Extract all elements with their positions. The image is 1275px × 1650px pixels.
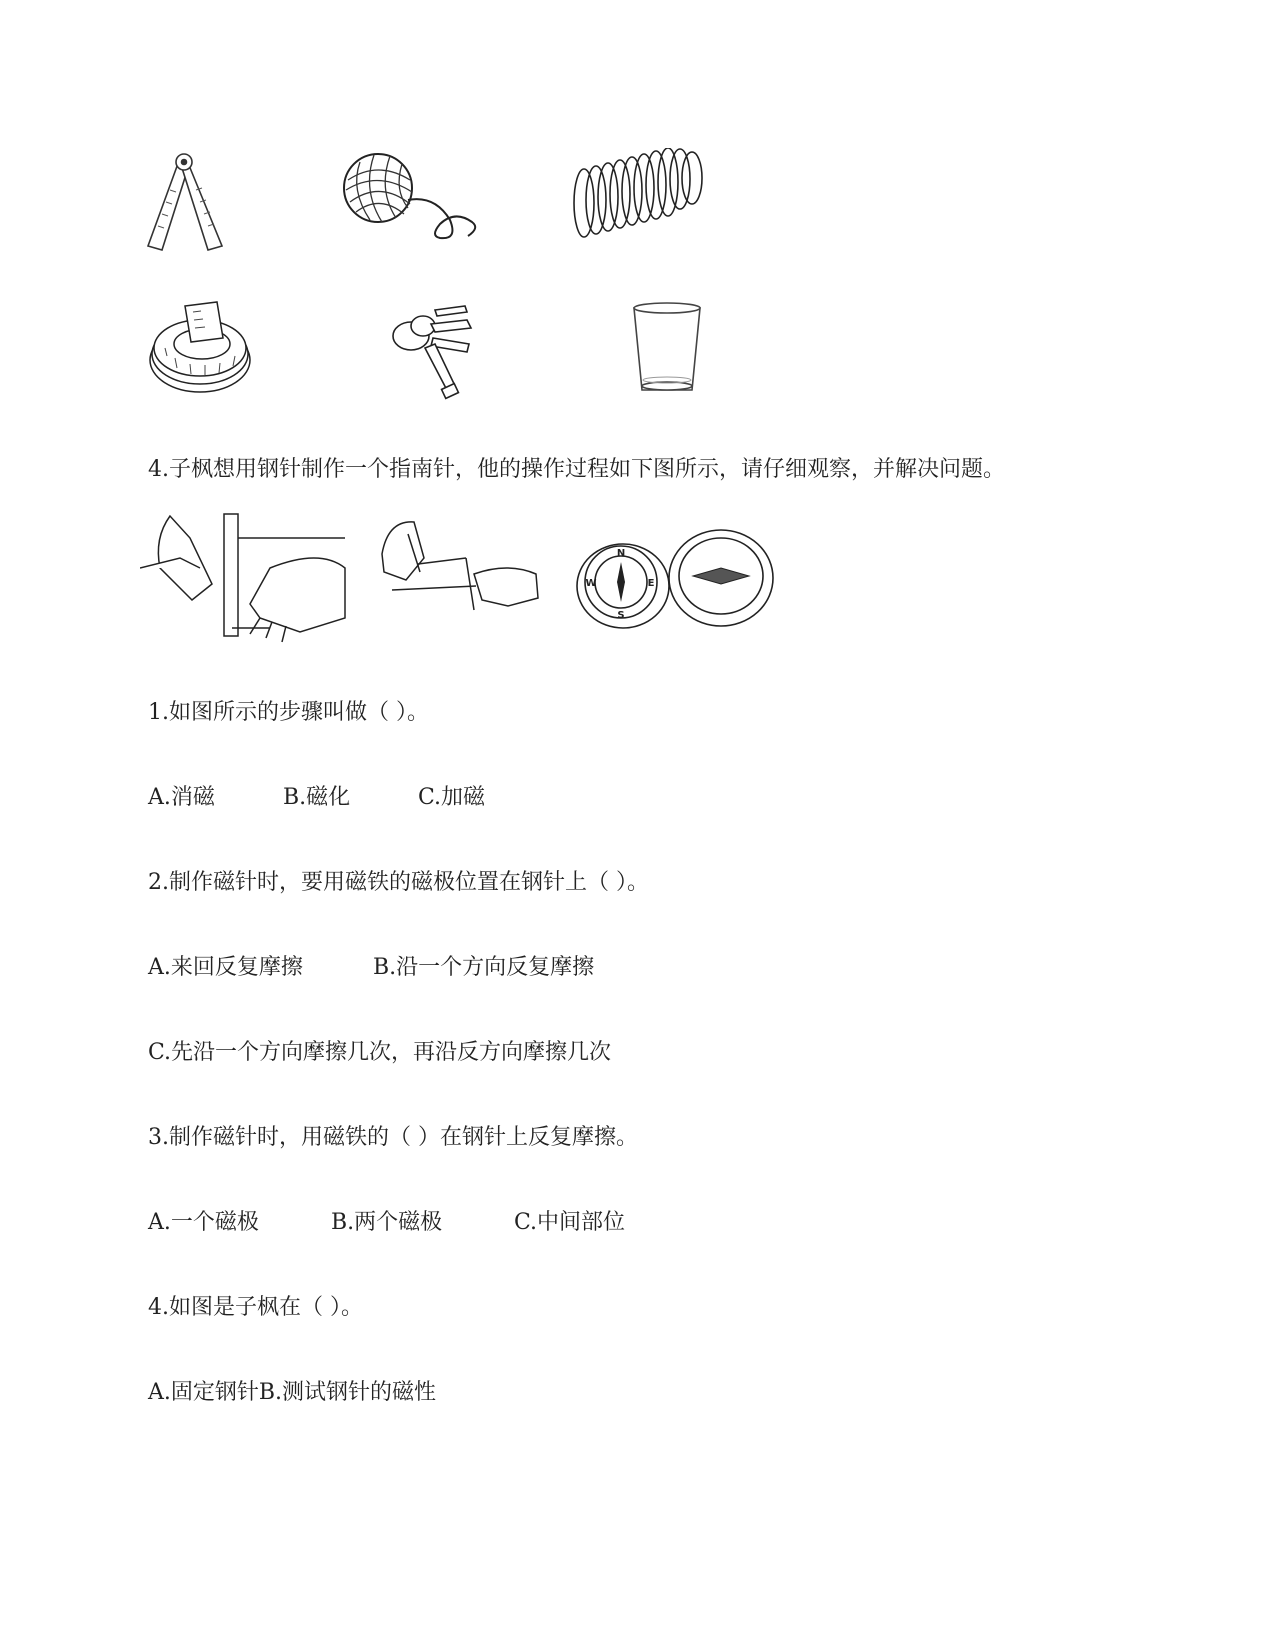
question-2-options [148,953,594,983]
question-1-options [148,783,485,813]
rubbing-needle-with-magnet-image [140,508,350,648]
testing-needle-image [378,514,543,624]
compass-west-label: W [585,578,597,589]
question-3-stem: 3.制作磁针时，用磁铁的（ ）在钢针上反复摩擦。 [148,1125,638,1150]
question-1-stem: 1.如图所示的步骤叫做（ ）。 [148,700,429,725]
question-3-option-c: C.中间部位 [514,1210,626,1235]
folding-ruler-image [140,150,235,255]
question-4-stem: 4.如图是子枫在（ ）。 [148,1295,363,1320]
compass-east-label: E [647,578,655,589]
question-3-options [148,1208,625,1238]
yarn-ball-image [340,150,485,250]
compass-north-label: N [616,548,626,559]
question-3-option-a: A.一个磁极 [148,1210,259,1235]
glass-cup-image [630,300,705,400]
question-1-option-c: C.加磁 [418,785,486,810]
question-2-option-c: C.先沿一个方向摩擦几次，再沿反方向摩擦几次 [148,1040,612,1065]
keys-image [385,298,485,403]
question-1-option-b: B.磁化 [283,785,351,810]
question-3-option-b: B.两个磁极 [331,1210,443,1235]
question-4-options: A.固定钢针B.测试钢针的磁性 [148,1380,437,1405]
tape-measure-image [145,298,265,403]
question-2-option-b: B.沿一个方向反复摩擦 [373,955,595,980]
compass-south-label: S [617,610,625,621]
compass-image [575,526,775,636]
question-2-option-a: A.来回反复摩擦 [148,955,303,980]
question-2-stem: 2.制作磁针时，要用磁铁的磁极位置在钢针上（ ）。 [148,870,649,895]
question-1-option-a: A.消磁 [148,785,215,810]
spring-coil-image [570,148,710,243]
intro-question: 4.子枫想用钢针制作一个指南针，他的操作过程如下图所示，请仔细观察，并解决问题。 [148,457,1005,482]
